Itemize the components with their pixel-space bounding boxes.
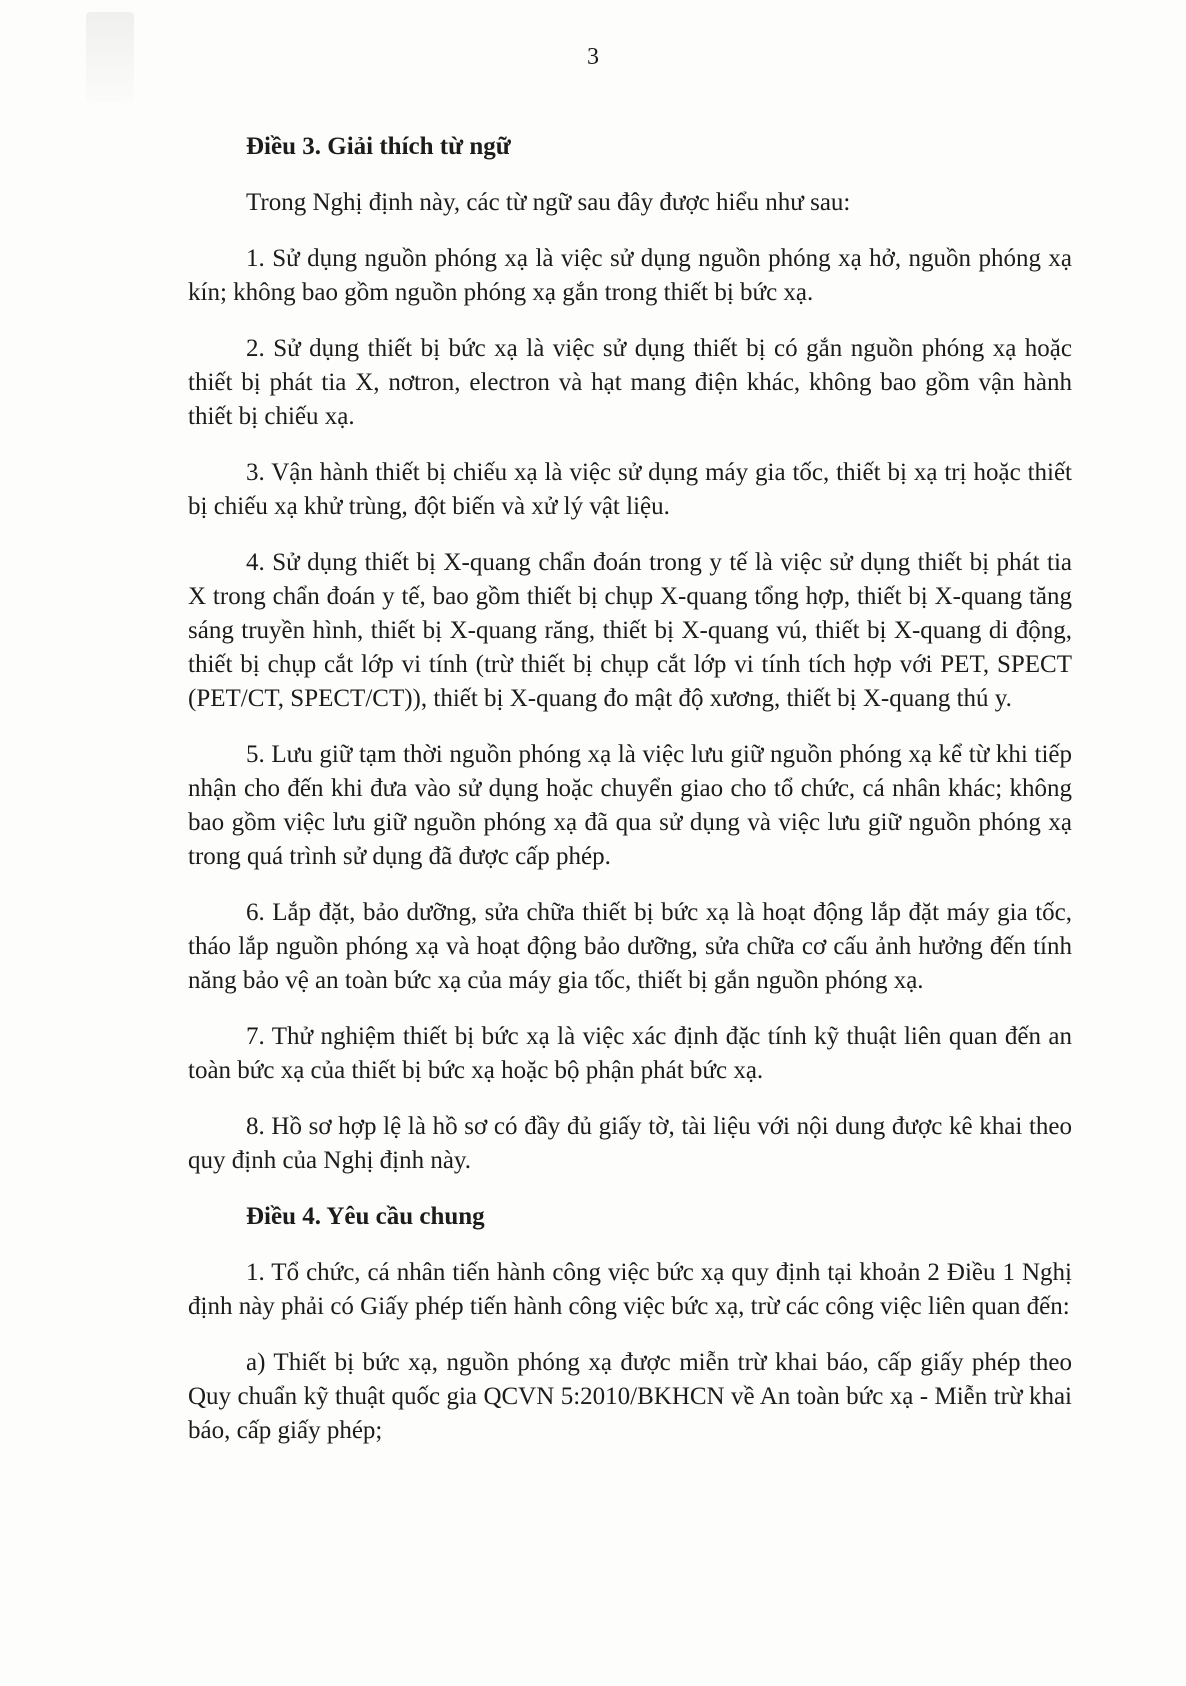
page-number: 3 — [587, 44, 599, 70]
article-3-item-8: 8. Hồ sơ hợp lệ là hồ sơ có đầy đủ giấy tờ, tài liệu với nội dung được kê khai theo quy định của Nghị định này. — [188, 1113, 1072, 1174]
document-body — [188, 130, 1072, 1470]
article-3-item-4: 4. Sử dụng thiết bị X-quang chẩn đoán trong y tế là việc sử dụng thiết bị phát tia X trong chẩn đoán y tế, bao gồm thiết bị chụp X-quang tổng hợp, thiết bị X-quang tăng sáng truyền hình, thiết bị X-quang răng, thiết bị X-quang vú, thiết bị X-quang di động, thiết bị chụp cắt lớp vi tính (trừ thiết bị chụp cắt lớp vi tính tích hợp với PET, SPECT (PET/CT, SPECT/CT)), thiết bị X-quang đo mật độ xương, thiết bị X-quang thú y. — [188, 549, 1072, 712]
article-3-item-7: 7. Thử nghiệm thiết bị bức xạ là việc xác định đặc tính kỹ thuật liên quan đến an toàn bức xạ của thiết bị bức xạ hoặc bộ phận phát bức xạ. — [188, 1023, 1072, 1084]
article-3-heading: Điều 3. Giải thích từ ngữ — [246, 133, 511, 160]
article-4-item-1: 1. Tổ chức, cá nhân tiến hành công việc bức xạ quy định tại khoản 2 Điều 1 Nghị định này phải có Giấy phép tiến hành công việc bức xạ, trừ các công việc liên quan đến: — [188, 1259, 1072, 1320]
article-3-item-6: 6. Lắp đặt, bảo dưỡng, sửa chữa thiết bị bức xạ là hoạt động lắp đặt máy gia tốc, tháo lắp nguồn phóng xạ và hoạt động bảo dưỡng, sửa chữa cơ cấu ảnh hưởng đến tính năng bảo vệ an toàn bức xạ của máy gia tốc, thiết bị gắn nguồn phóng xạ. — [188, 899, 1072, 994]
article-3-item-5: 5. Lưu giữ tạm thời nguồn phóng xạ là việc lưu giữ nguồn phóng xạ kể từ khi tiếp nhận cho đến khi đưa vào sử dụng hoặc chuyển giao cho tổ chức, cá nhân khác; không bao gồm việc lưu giữ nguồn phóng xạ đã qua sử dụng và việc lưu giữ nguồn phóng xạ trong quá trình sử dụng đã được cấp phép. — [188, 741, 1072, 870]
article-4-heading: Điều 4. Yêu cầu chung — [246, 1203, 485, 1230]
article-4-item-1a: a) Thiết bị bức xạ, nguồn phóng xạ được miễn trừ khai báo, cấp giấy phép theo Quy chuẩn kỹ thuật quốc gia QCVN 5:2010/BKHCN về An toàn bức xạ - Miễn trừ khai báo, cấp giấy phép; — [188, 1349, 1072, 1444]
article-3-item-2: 2. Sử dụng thiết bị bức xạ là việc sử dụng thiết bị có gắn nguồn phóng xạ hoặc thiết bị phát tia X, nơtron, electron và hạt mang điện khác, không bao gồm vận hành thiết bị chiếu xạ. — [188, 335, 1072, 430]
article-3-item-1: 1. Sử dụng nguồn phóng xạ là việc sử dụng nguồn phóng xạ hở, nguồn phóng xạ kín; không bao gồm nguồn phóng xạ gắn trong thiết bị bức xạ. — [188, 245, 1072, 306]
article-3-item-3: 3. Vận hành thiết bị chiếu xạ là việc sử dụng máy gia tốc, thiết bị xạ trị hoặc thiết bị chiếu xạ khử trùng, đột biến và xử lý vật liệu. — [188, 459, 1072, 520]
article-3-intro: Trong Nghị định này, các từ ngữ sau đây được hiểu như sau: — [246, 189, 851, 216]
